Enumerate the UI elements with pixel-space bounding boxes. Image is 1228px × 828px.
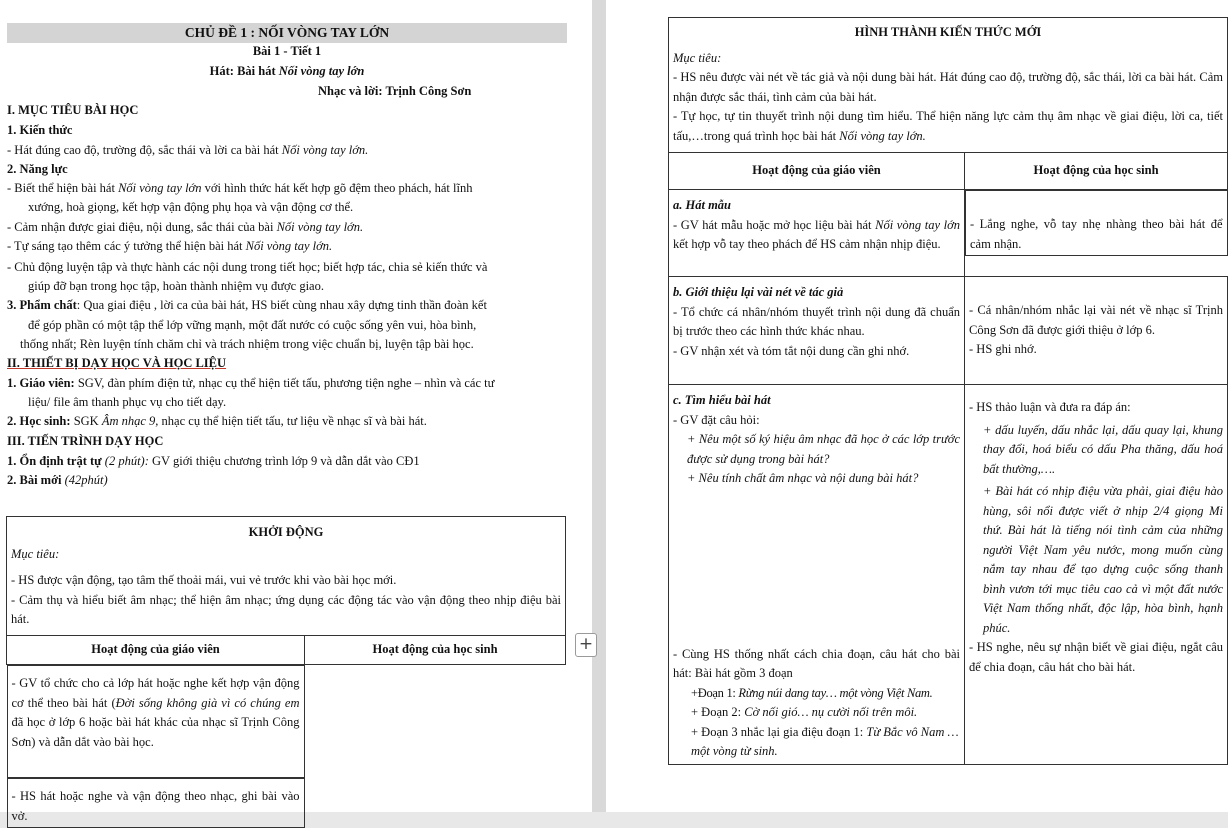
song-part-3: + Đoạn 3 nhắc lại gia điệu đoạn 1: Từ Bắc vô Nam … một vòng từ sinh. (691, 724, 959, 758)
lesson-label: Bài 1 - Tiết 1 (252, 44, 322, 58)
knowledge-col-student: Hoạt động của học sinh (965, 153, 1228, 190)
warmup-objective-1: - HS được vận động, tạo tâm thế thoải mái, vui vẻ trước khi vào bài học mới. (11, 573, 397, 587)
sing-teacher-cell (669, 190, 965, 277)
warmup-title: KHỞI ĐỘNG (248, 525, 324, 539)
knowledge-col-teacher: Hoạt động của giáo viên (669, 153, 965, 190)
student-resources: 2. Học sinh: SGK Âm nhạc 9, nhạc cụ thể hiện tiết tấu, tư liệu về nhạc sĩ và bài hát. (7, 414, 427, 428)
knowledge-objective-label: Mục tiêu: (673, 50, 722, 65)
author-teacher-activity-1: - Tổ chức cá nhân/nhóm thuyết trình nội dung đã chuẩn bị trước theo các hình thức khác nhau. (673, 304, 960, 338)
song-part-1: +Đoạn 1: Rừng núi dang tay… một vòng Việt Nam. (691, 685, 933, 700)
topic-title: CHỦ ĐỀ 1 : NỐI VÒNG TAY LỚN (7, 23, 567, 43)
song-study-question-intro: - GV đặt câu hỏi: (673, 412, 760, 427)
song-study-student-2: - HS nghe, nêu sự nhận biết về giai điệu, ngắt câu để chia đoạn, câu hát cho bài hát. (969, 640, 1223, 674)
warmup-col-student: Hoạt động của học sinh (305, 636, 566, 665)
author-teacher-cell (669, 277, 965, 385)
song-study-student-cell (965, 385, 1228, 765)
knowledge-title: HÌNH THÀNH KIẾN THỨC MỚI (854, 25, 1042, 39)
section-1-title: I. MỤC TIÊU BÀI HỌC (7, 103, 139, 117)
warmup-objective-label: Mục tiêu: (11, 546, 60, 561)
document-page-left (0, 0, 592, 823)
knowledge-item: - Hát đúng cao độ, trường độ, sắc thái và lời ca bài hát Nối vòng tay lớn. (7, 143, 369, 157)
warmup-col-teacher: Hoạt động của giáo viên (7, 636, 305, 665)
author-title: b. Giới thiệu lại vài nét về tác giả (673, 285, 844, 299)
song-study-answer-2: + Bài hát có nhịp điệu vừa phải, giai điệu hào hùng, sôi nổi được viết ở nhịp 2/4 giọng Mi thứ. Bài hát là tiếng nói tình cảm của những người Việt Nam yêu nước, mong muốn cùng nắm tay nhau để tạo dựng cuộc sống thanh bình vươn tới mục tiêu cao cả vì một đất nước Việt Nam thống nhất, độc lập, hòa bình, hạnh phúc. (983, 484, 1223, 635)
song-heading: Hát: Bài hát Nối vòng tay lớn (209, 64, 365, 78)
author-student-activity-2: - HS ghi nhớ. (969, 342, 1037, 356)
section-3-title: III. TIẾN TRÌNH DẠY HỌC (7, 434, 164, 448)
composer-line: Nhạc và lời: Trịnh Công Sơn (318, 84, 472, 98)
capability-item-4-cont: giúp đỡ bạn trong học tập, hoàn thành nhiệm vụ được giao. (28, 279, 324, 293)
capability-item-4: - Chủ động luyện tập và thực hành các nội dung trong tiết học; biết hợp tác, chia sẻ kiến thức và (7, 260, 488, 274)
teacher-resources-cont: liệu/ file âm thanh phục vụ cho tiết dạy. (28, 395, 227, 409)
warmup-objective-2: - Cảm thụ và hiểu biết âm nhạc; thể hiện âm nhạc; ứng dụng các động tác vào vận động theo nhịp điệu bài hát. (11, 592, 561, 626)
author-student-cell (965, 277, 1228, 385)
knowledge-objective-1: - HS nêu được vài nét về tác giả và nội dung bài hát. Hát đúng cao độ, trường độ, sắc thái, lời ca bài hát. Cảm nhận được sắc thái, tình cảm của bài hát. (673, 70, 1223, 104)
song-study-division: - Cùng HS thống nhất cách chia đoạn, câu hát cho bài hát: Bài hát gồm 3 đoạn (673, 646, 960, 680)
step-new-lesson: 2. Bài mới (42phút) (7, 473, 108, 487)
song-study-student-1: - HS thảo luận và đưa ra đáp án: (969, 400, 1131, 414)
capability-item-2: - Cảm nhận được giai điệu, nội dung, sắc thái của bài Nối vòng tay lớn. (7, 220, 364, 234)
step-stabilize: 1. Ổn định trật tự (2 phút): GV giới thiệu chương trình lớp 9 và dẫn dắt vào CĐ1 (7, 454, 420, 468)
song-part-2: + Đoạn 2: Cờ nối gió… nụ cười nối trên môi. (691, 705, 918, 719)
section-2-title: II. THIẾT BỊ DẠY HỌC VÀ HỌC LIỆU (7, 356, 227, 370)
page-gap (592, 0, 606, 812)
warmup-teacher-activity: - GV tổ chức cho cả lớp hát hoặc nghe kết hợp vận động cơ thể theo bài hát (Đời sống không già vì có chúng em đã học ở lớp 6 hoặc bài hát khác của nhạc sĩ Trịnh Công Sơn) và dẫn dắt vào bài học. (7, 665, 305, 778)
knowledge-table (668, 17, 1228, 765)
capability-item-1-cont: xướng, hoà giọng, kết hợp vận động phụ họa và vận động cơ thể. (28, 200, 354, 214)
add-row-button[interactable]: + (575, 633, 597, 657)
song-study-title: c. Tìm hiểu bài hát (673, 393, 771, 407)
knowledge-objective-2: - Tự học, tự tin thuyết trình nội dung tìm hiểu. Thể hiện năng lực cảm thụ âm nhạc về giai điệu, lời ca, tiết tấu,…trong quá trình học bài hát Nối vòng tay lớn. (673, 109, 1223, 143)
author-teacher-activity-2: - GV nhận xét và tóm tắt nội dung cần ghi nhớ. (673, 343, 910, 358)
author-student-activity-1: - Cá nhân/nhóm nhắc lại vài nét về nhạc sĩ Trịnh Công Sơn đã được giới thiệu ở lớp 6. (969, 303, 1223, 337)
quality-item: 3. Phẩm chất: Qua giai điệu , lời ca của bài hát, HS biết cùng nhau xây dựng tinh thần đoàn kết (7, 298, 487, 312)
sing-title: a. Hát mẫu (673, 198, 731, 212)
warmup-student-activity: - HS hát hoặc nghe và vận động theo nhạc, ghi bài vào vở. (7, 778, 305, 828)
song-study-question-2: + Nêu tính chất âm nhạc và nội dung bài hát? (687, 471, 919, 485)
knowledge-heading: 1. Kiến thức (7, 123, 73, 137)
song-study-teacher-cell (669, 385, 965, 765)
sing-student-activity: - Lắng nghe, vỗ tay nhẹ nhàng theo bài hát để cảm nhận. (965, 190, 1228, 256)
teacher-resources: 1. Giáo viên: SGV, đàn phím điện tử, nhạc cụ thể hiện tiết tấu, phương tiện nghe – nhìn và các tư (7, 376, 495, 390)
quality-item-cont-2: thống nhất; Rèn luyện tính chăm chỉ và trách nhiệm trong việc chuẩn bị, luyện tập bài học. (20, 337, 474, 351)
song-study-question-1: + Nêu một số ký hiệu âm nhạc đã học ở các lớp trước được sử dụng trong bài hát? (687, 432, 960, 466)
capability-item-3: - Tự sáng tạo thêm các ý tưởng thể hiện bài hát Nối vòng tay lớn. (7, 239, 333, 253)
sing-teacher-activity: - GV hát mẫu hoặc mở học liệu bài hát Nối vòng tay lớn kết hợp vỗ tay theo phách để HS cảm nhận nhịp điệu. (673, 217, 960, 251)
knowledge-objectives-cell (669, 18, 1228, 153)
warmup-objectives-cell (7, 517, 566, 636)
capability-heading: 2. Năng lực (7, 162, 68, 176)
capability-item-1: - Biết thể hiện bài hát Nối vòng tay lớn với hình thức hát kết hợp gõ đệm theo phách, hát lĩnh (7, 181, 473, 195)
document-page-right (606, 0, 1228, 812)
warmup-table (6, 516, 566, 828)
song-study-answer-1: + dấu luyến, dấu nhắc lại, dấu quay lại, khung thay đổi, hoá biểu có dấu Pha thăng, dấu hoá bất thường,…. (983, 422, 1223, 476)
quality-item-cont-1: để góp phần có một tập thể lớp vững mạnh, một đất nước có cuộc sống yên vui, hòa bình, (28, 318, 477, 332)
